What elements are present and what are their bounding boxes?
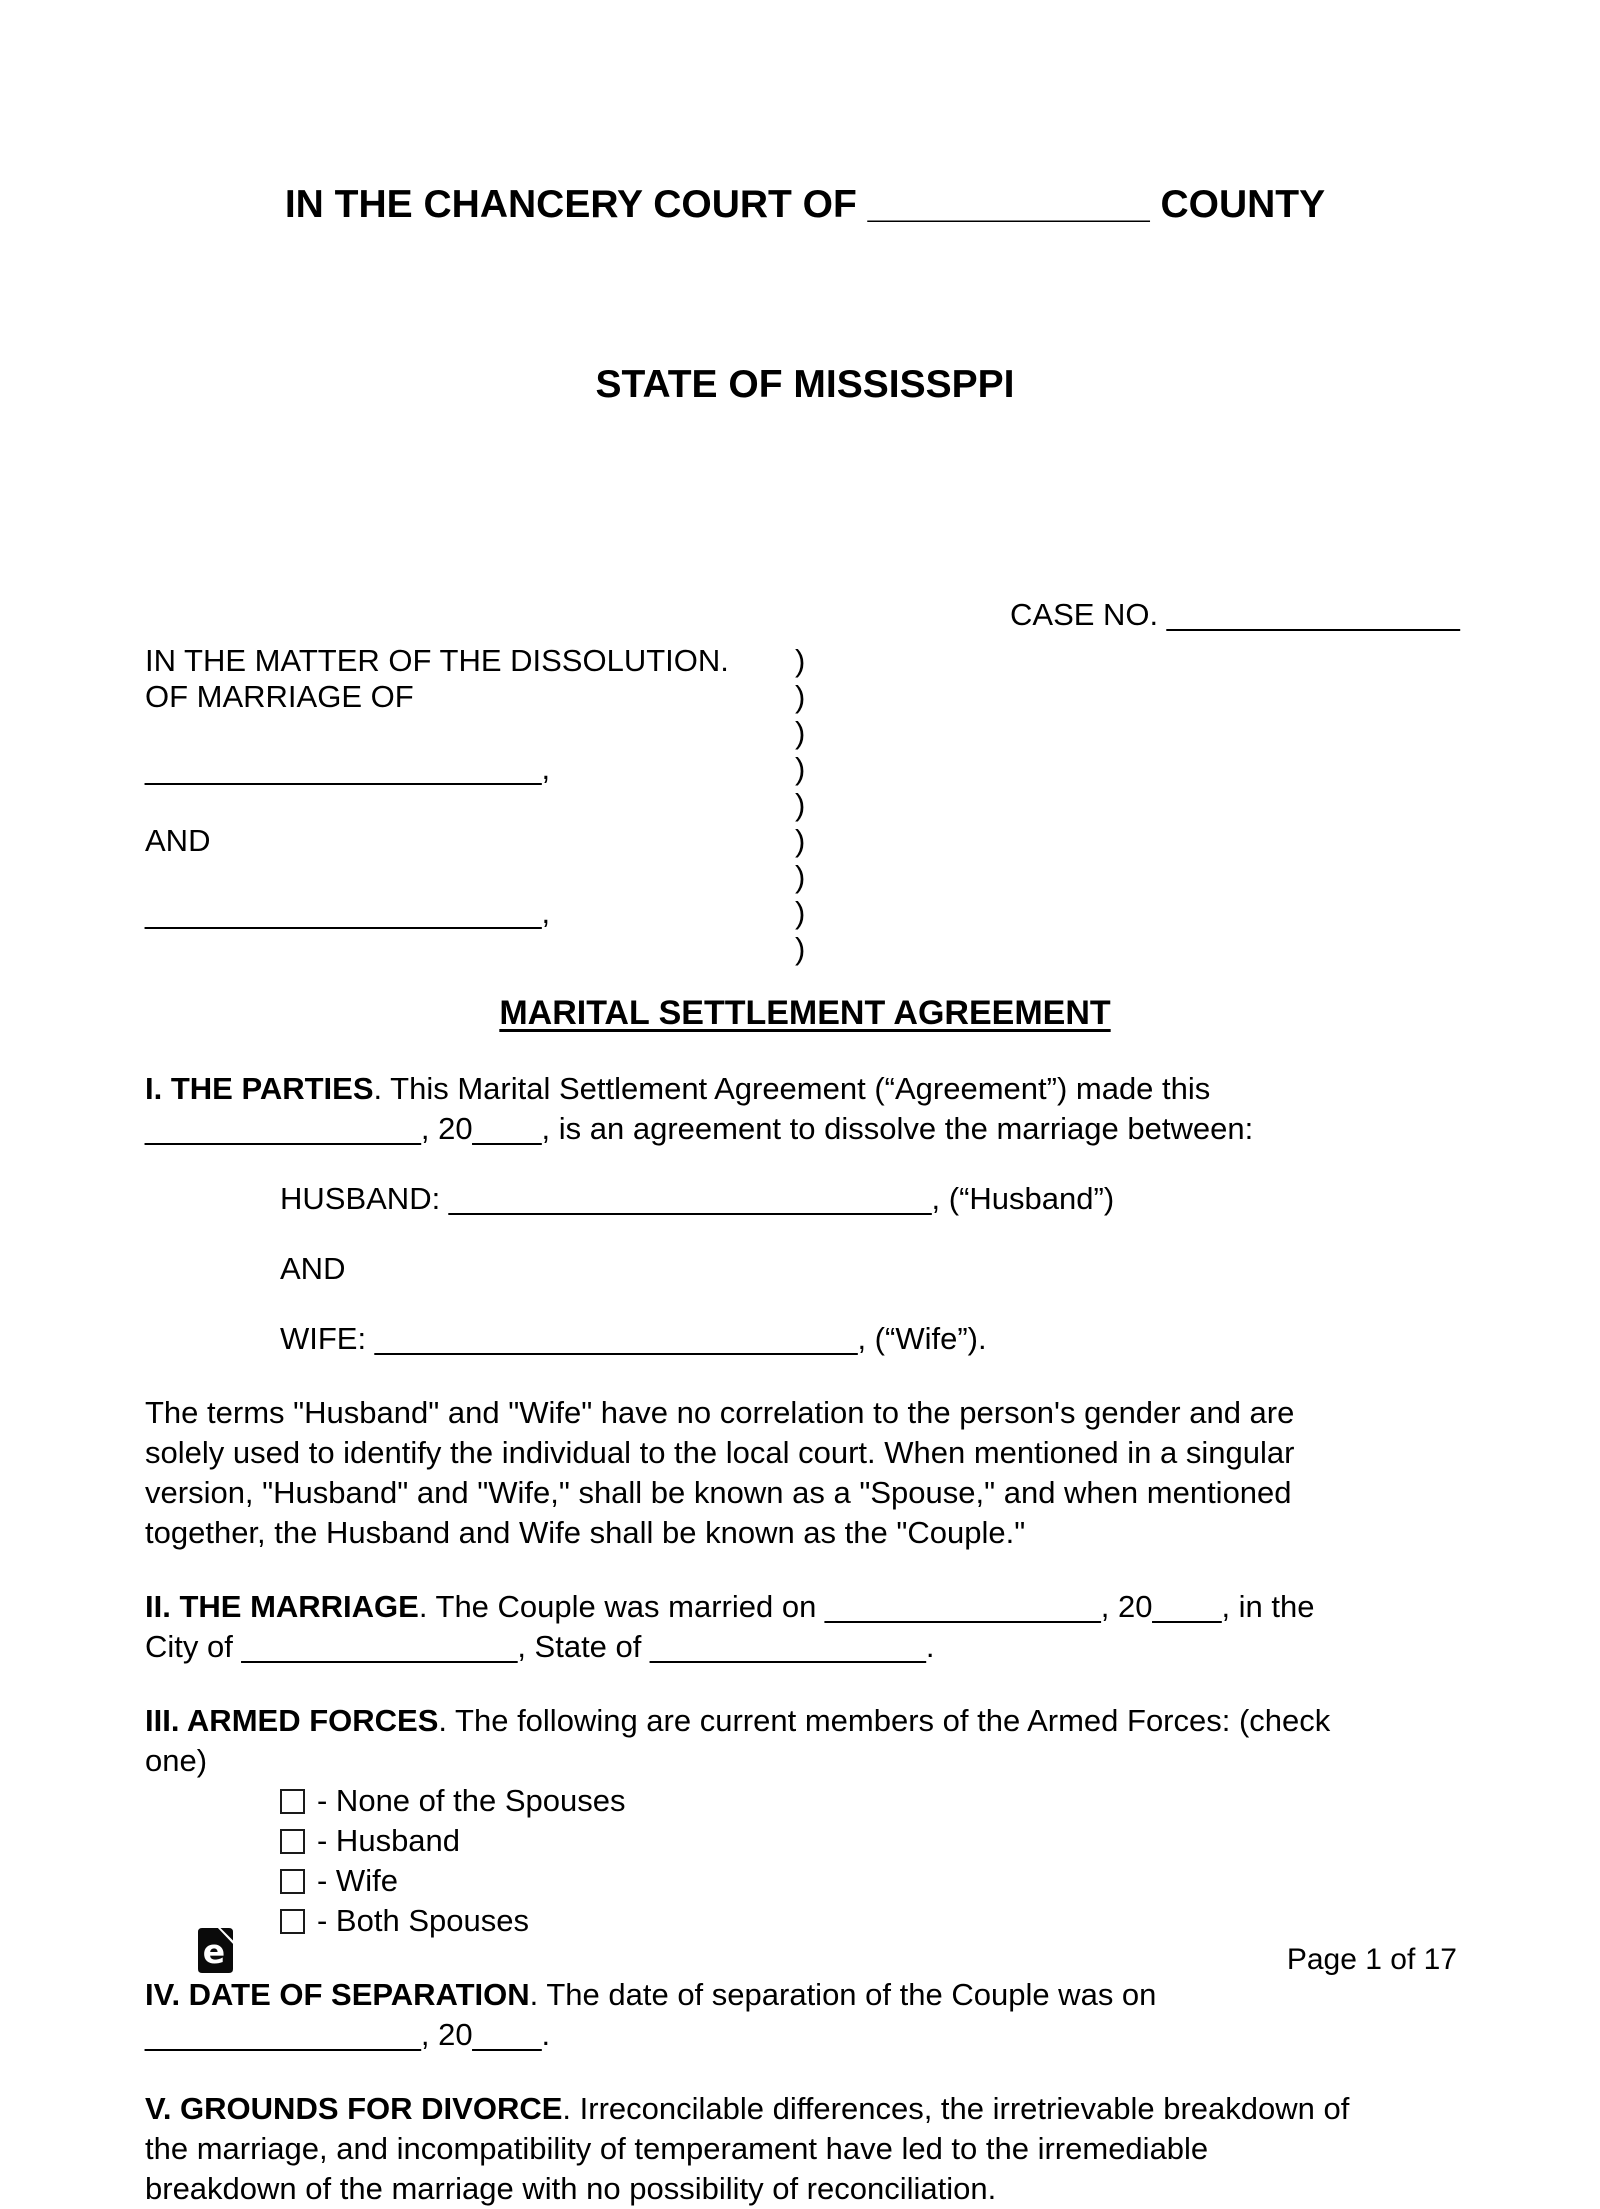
caption-paren: ) — [795, 643, 806, 678]
checkbox-label: - Wife — [317, 1863, 398, 1898]
page-number: Page 1 of 17 — [1286, 1943, 1457, 1976]
case-caption — [145, 643, 1465, 967]
paragraph-line: ________________, 20____. — [145, 2017, 551, 2052]
checkbox-row-both-spouses[interactable] — [280, 1901, 1465, 1941]
section-marriage-heading: II. THE MARRIAGE — [145, 1589, 419, 1624]
paragraph-line: version, "Husband" and "Wife," shall be known as a "Spouse," and when mentioned — [145, 1475, 1292, 1510]
checkbox-icon[interactable] — [280, 1909, 305, 1934]
checkbox-row-none-of-the-spouses[interactable] — [280, 1781, 1465, 1821]
paragraph-line: The terms "Husband" and "Wife" have no correlation to the person's gender and are — [145, 1395, 1295, 1430]
section-separation-heading: IV. DATE OF SEPARATION — [145, 1977, 530, 2012]
armed-forces-options — [280, 1781, 1465, 1941]
checkbox-icon[interactable] — [280, 1869, 305, 1894]
section-armed-forces — [145, 1701, 1465, 1781]
caption-paren-column — [795, 643, 835, 967]
eforms-logo-icon — [197, 1927, 234, 1974]
checkbox-icon[interactable] — [280, 1789, 305, 1814]
document-title: MARITAL SETTLEMENT AGREEMENT — [499, 994, 1111, 1032]
paragraph-line: together, the Husband and Wife shall be known as the "Couple." — [145, 1515, 1026, 1550]
eforms-logo — [197, 1927, 234, 1984]
paragraph-line: breakdown of the marriage with no possibility of reconciliation. — [145, 2171, 997, 2206]
paragraph-line: one) — [145, 1743, 208, 1778]
wife-line: WIFE: ____________________________, (“Wife”). — [280, 1321, 987, 1356]
caption-paren: ) — [795, 895, 806, 930]
husband-line: HUSBAND: ____________________________, (“Husband”) — [280, 1181, 1115, 1216]
court-header-line2: STATE OF MISSISSPPI — [595, 363, 1015, 406]
section-parties-text: . This Marital Settlement Agreement (“Agreement”) made this — [373, 1071, 1211, 1106]
paragraph-line — [145, 1975, 1465, 2015]
caption-name-blank: _______________________, — [145, 895, 551, 930]
caption-paren: ) — [795, 715, 806, 750]
section-marriage — [145, 1587, 1465, 1667]
court-header-line1: IN THE CHANCERY COURT OF _____________ COUNTY — [284, 183, 1326, 226]
caption-line — [145, 787, 795, 823]
checkbox-row-husband[interactable] — [280, 1821, 1465, 1861]
section-separation-text: . The date of separation of the Couple was on — [529, 1977, 1157, 2012]
and-label: AND — [280, 1251, 346, 1286]
checkbox-label: - None of the Spouses — [317, 1783, 626, 1818]
caption-paren: ) — [795, 679, 806, 714]
section-grounds — [145, 2089, 1465, 2209]
caption-line — [145, 931, 795, 967]
section-parties-heading: I. THE PARTIES — [145, 1071, 374, 1106]
terms-paragraph — [145, 1393, 1465, 1553]
paragraph-line: solely used to identify the individual to the local court. When mentioned in a singular — [145, 1435, 1295, 1470]
caption-paren: ) — [795, 859, 806, 894]
checkbox-icon[interactable] — [280, 1829, 305, 1854]
caption-paren: ) — [795, 823, 806, 858]
caption-paren: ) — [795, 751, 806, 786]
section-marriage-text: . The Couple was married on ________________, 20____, in the — [418, 1589, 1315, 1624]
checkbox-label: - Both Spouses — [317, 1903, 529, 1938]
caption-and-label: AND — [145, 823, 211, 858]
caption-paren: ) — [795, 931, 806, 966]
paragraph-line — [145, 1069, 1465, 1109]
caption-line: IN THE MATTER OF THE DISSOLUTION. — [145, 643, 729, 678]
caption-line — [145, 859, 795, 895]
section-armed-forces-heading: III. ARMED FORCES — [145, 1703, 439, 1738]
section-grounds-heading: V. GROUNDS FOR DIVORCE — [145, 2091, 563, 2126]
caption-line: OF MARRIAGE OF — [145, 679, 414, 714]
section-separation — [145, 1975, 1465, 2055]
paragraph-line — [145, 1587, 1465, 1627]
court-header — [145, 55, 1465, 535]
paragraph-line: the marriage, and incompatibility of temperament have led to the irremediable — [145, 2131, 1209, 2166]
caption-line — [145, 715, 795, 751]
case-number-line: CASE NO. _________________ — [1010, 597, 1460, 632]
checkbox-row-wife[interactable] — [280, 1861, 1465, 1901]
caption-paren: ) — [795, 787, 806, 822]
section-armed-forces-text: . The following are current members of the Armed Forces: (check — [438, 1703, 1331, 1738]
paragraph-line: City of ________________, State of ________________. — [145, 1629, 935, 1664]
paragraph-line: ________________, 20____, is an agreement to dissolve the marriage between: — [145, 1111, 1254, 1146]
logo-letter: e — [202, 1932, 226, 1971]
caption-left-column — [145, 643, 795, 967]
paragraph-line — [145, 1701, 1465, 1741]
checkbox-label: - Husband — [317, 1823, 461, 1858]
caption-name-blank: _______________________, — [145, 751, 551, 786]
paragraph-line — [145, 2089, 1465, 2129]
section-parties — [145, 1069, 1465, 1149]
section-grounds-text: . Irreconcilable differences, the irretrievable breakdown of — [562, 2091, 1350, 2126]
